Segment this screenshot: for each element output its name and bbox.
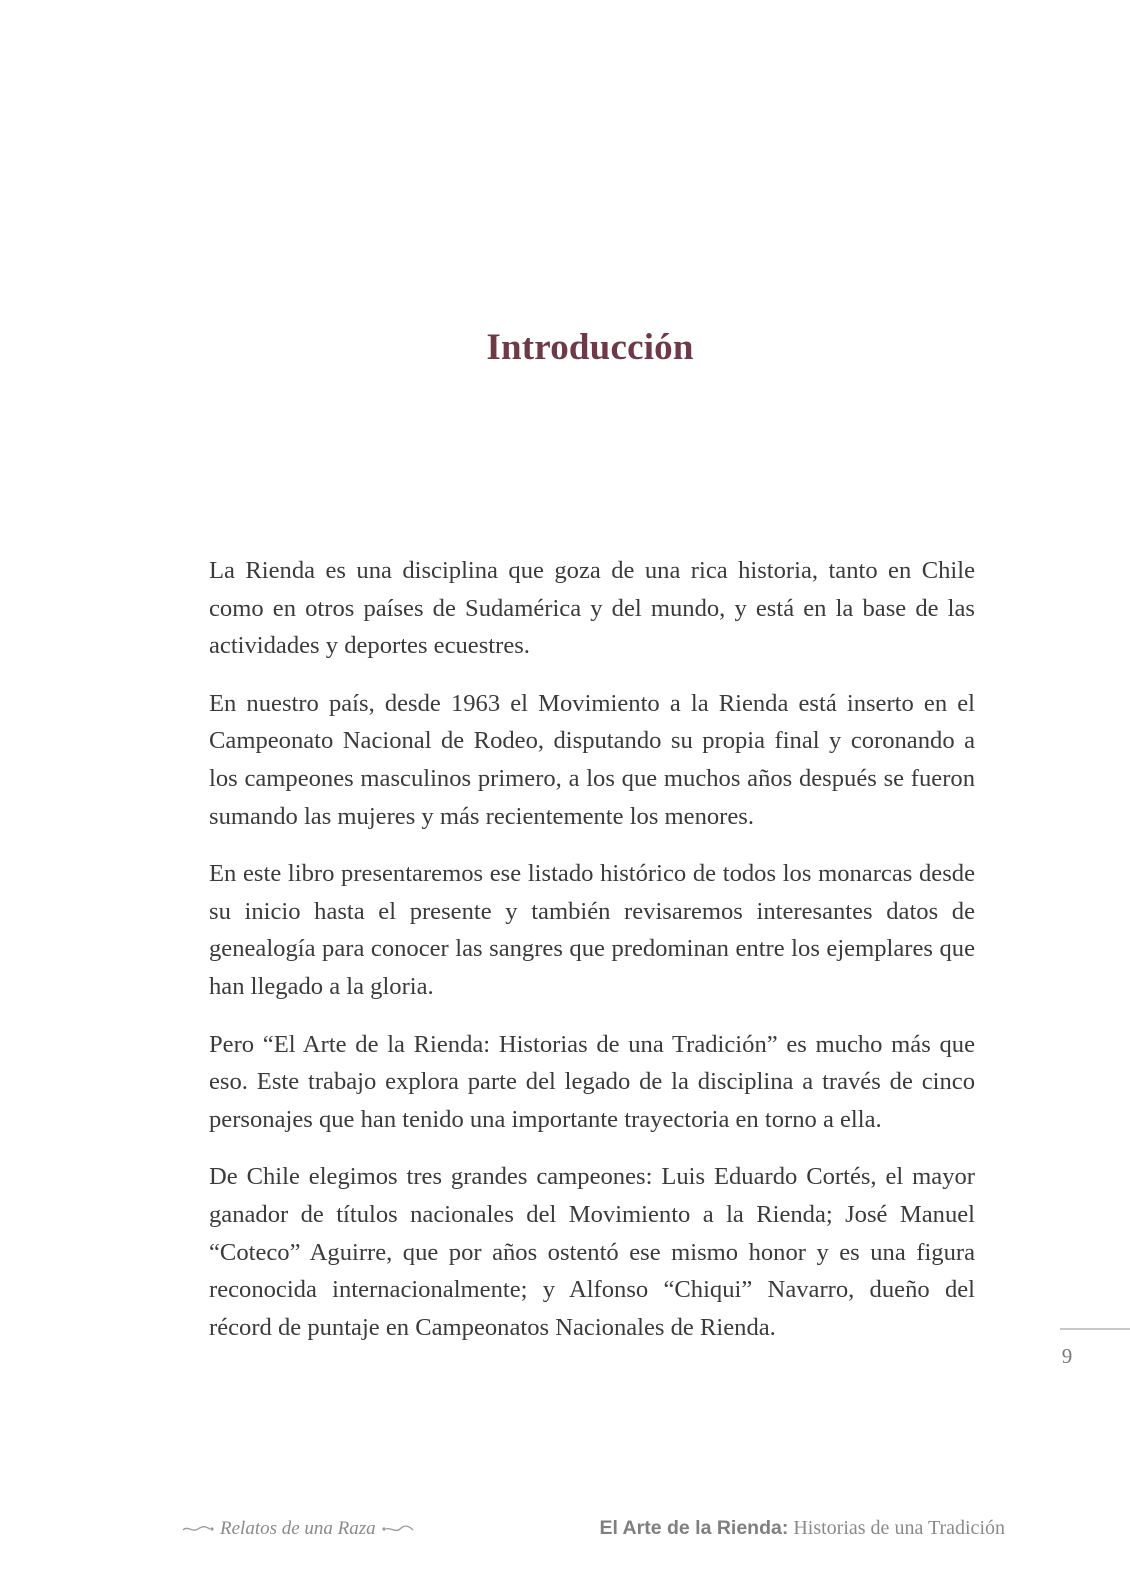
footer-book-title-rest: Historias de una Tradición	[788, 1517, 1005, 1539]
footer-series-label: Relatos de una Raza	[220, 1518, 376, 1539]
page-title: Introducción	[486, 327, 694, 368]
footer-book-title	[595, 1517, 1005, 1540]
swash-ornament-icon	[382, 1523, 414, 1535]
swash-ornament-icon	[182, 1523, 214, 1535]
paragraph-4: Pero “El Arte de la Rienda: Historias de una Tradición” es mucho más que eso. Este trabajo explora parte del legado de la disciplina a través de cinco personajes que han tenido una importante trayectoria en torno a ella.	[209, 1030, 975, 1133]
paragraph-5: De Chile elegimos tres grandes campeones: Luis Eduardo Cortés, el mayor ganador de títulos nacionales del Movimiento a la Rienda; José Manuel “Coteco” Aguirre, que por años ostentó ese mismo honor y es una figura reconocida internacionalmente; y Alfonso “Chiqui” Navarro, dueño del récord de puntaje en Campeonatos Nacionales de Rienda.	[209, 1163, 975, 1341]
paragraph-1: La Rienda es una disciplina que goza de una rica historia, tanto en Chile como en otros países de Sudamérica y del mundo, y está en la base de las actividades y deportes ecuestres.	[209, 557, 975, 660]
page-number: 9	[1061, 1344, 1073, 1368]
body-text	[209, 552, 975, 1366]
paragraph-2: En nuestro país, desde 1963 el Movimiento a la Rienda está inserto en el Campeonato Nacional de Rodeo, disputando su propia final y coronando a los campeones masculinos primero, a los que muchos años después se fueron sumando las mujeres y más recientemente los menores.	[209, 689, 975, 830]
paragraph-3: En este libro presentaremos ese listado histórico de todos los monarcas desde su inicio hasta el presente y también revisaremos interesantes datos de genealogía para conocer las sangres que predominan entre los ejemplares que han llegado a la gloria.	[209, 860, 975, 1000]
footer-series	[182, 1518, 414, 1540]
page-number-rule	[1060, 1328, 1130, 1330]
footer-book-title-bold: El Arte de la Rienda:	[599, 1517, 789, 1539]
